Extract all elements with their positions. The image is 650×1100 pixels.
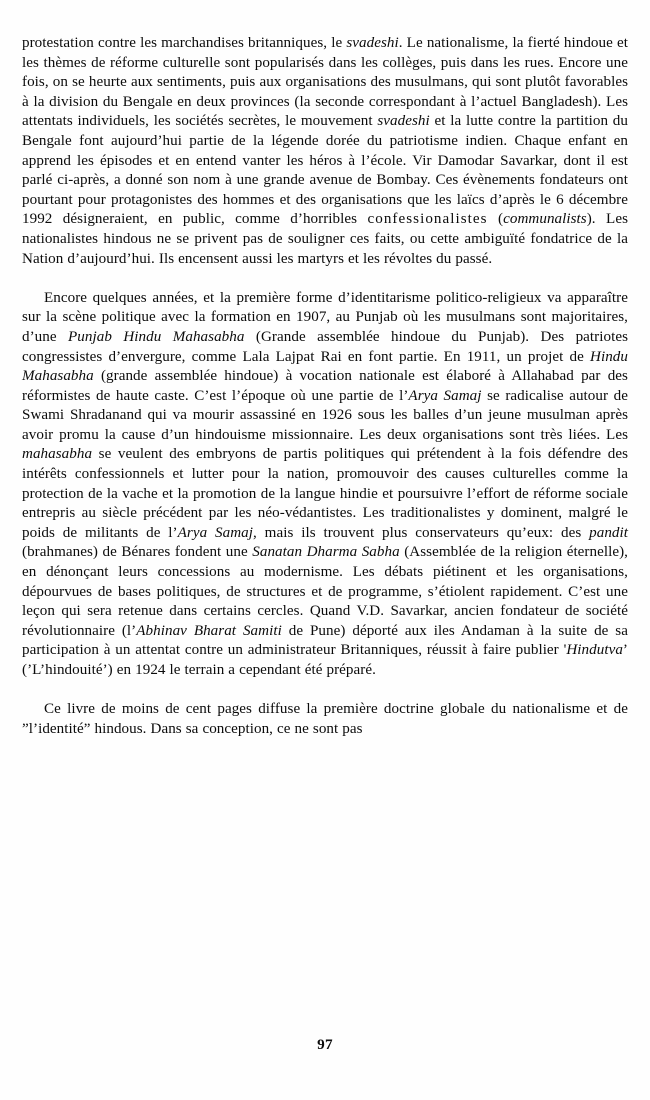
text-run: se radicalise autour de Swami Shradanand qui va mourir assassiné en 1926 sous les balles d’un jeune musulman après avoir promu la cause d’un hindouisme missionnaire. Les deux organisations sont très liées. Les [22, 387, 628, 443]
text-run: (grande assemblée hindoue) à vocation nationale est élaboré à Allahabad par des réformistes de haute caste. C’est l’époque où une partie de l’ [22, 368, 628, 404]
body-paragraph [22, 289, 628, 681]
body-paragraph [22, 700, 628, 739]
body-paragraph [22, 34, 628, 269]
text-run: protestation contre les marchandises britanniques, le [22, 35, 347, 51]
text-run: (brahmanes) de Bénares fondent une [22, 544, 253, 561]
page-number: 97 [317, 1036, 333, 1053]
text-run: (Grande assemblée hindoue du Punjab). Des patriotes congressistes d’envergure, comme Lala Lajpat Rai en font partie. En 1911, un projet de [22, 328, 628, 365]
italic-term: Abhinav Bharat Samiti [136, 622, 282, 639]
text-run: (Assemblée de la religion éternelle), en dénonçant leurs concessions au modernisme. Les débats piétinent et les organisations, dépourvues de bases politiques, de structures et de programme, s’étiolent rapidement. C’est une leçon qui sera retenue dans certains cercles. Quand V.D. Savarkar, ancien fondateur de société révolutionnaire (l’ [22, 544, 628, 639]
text-run: Ce livre de moins de cent pages diffuse la première doctrine globale du nationalisme et de ”l’identité” hindous. Dans sa conception, ce ne sont pas [22, 701, 628, 737]
italic-term: svadeshi [377, 113, 430, 130]
text-run: ( [487, 211, 504, 228]
text-run: ). Les nationalistes hindous ne se privent pas de souligner ces faits, ou cette ambiguïté fondatrice de la Nation d’aujourd’hui. Ils encensent aussi les martyrs et les révoltes du passé. [22, 211, 628, 267]
text-run: ’ (’L’hindouité’) en 1924 le terrain a cependant été préparé. [22, 642, 628, 678]
italic-term: communalists [503, 211, 587, 228]
italic-term: Arya Samaj [408, 387, 482, 404]
text-run: de Pune) déporté aux iles Andaman à la suite de sa participation à un attentat contre un administrateur Britanniques, réussit à faire publier ' [22, 622, 628, 659]
italic-term: Hindutva [566, 642, 623, 659]
letter-spaced-term: confessionalistes [367, 211, 488, 228]
italic-term: Punjab Hindu Mahasabha [68, 328, 245, 345]
text-run: . Le nationalisme, la fierté hindoue et les thèmes de réforme culturelle sont popularisés dans les collèges, puis dans les rues. Encore une fois, on se heurte aux sentiments, puis aux organisations des musulmans, qui sont plutôt favorables à la division du Bengale en deux provinces (la seconde correspondant à l’actuel Bangladesh). Les attentats individuels, les sociétés secrètes, le mouvement [22, 35, 628, 130]
italic-term: Sanatan Dharma Sabha [252, 544, 400, 561]
italic-term: mahasabha [22, 446, 93, 463]
text-run: , mais ils trouvent plus conservateurs qu’eux: des [253, 524, 590, 541]
text-run: se veulent des embryons de partis politiques qui prétendent à la fois défendre des intérêts confessionnels et lutter pour la nation, promouvoir des causes culturelles comme la protection de la vache et la promotion de la langue hindie et poursuivre l’effort de réforme sociale entrepris au siècle précédent par les néo-védantistes. Les traditionalistes y dominent, malgré le poids de militants de l’ [22, 446, 628, 541]
text-run: Encore quelques années, et la première forme d’identitarisme politico-religieux va apparaître sur la scène politique avec la formation en 1907, au Punjab où les musulmans sont majoritaires, d’une [22, 289, 628, 345]
text-run: et la lutte contre la partition du Bengale font aujourd’hui partie de la légende dorée du patriotisme indien. Chaque enfant en apprend les épisodes et en entend vanter les héros à l’école. Vir Damodar Savarkar, dont il est parlé ci-après, a donné son nom à une grande avenue de Bombay. Ces évènements fondateurs ont pourtant pour protagonistes des hommes et des organisations que les laïcs d’après le 6 décembre 1992 désigneraient, en public, comme d’horribles [22, 113, 628, 228]
page-text-block [22, 34, 628, 739]
italic-term: pandit [589, 524, 629, 541]
italic-term: Hindu Mahasabha [22, 348, 628, 385]
italic-term: svadeshi [346, 35, 399, 51]
italic-term: Arya Samaj [177, 524, 254, 541]
